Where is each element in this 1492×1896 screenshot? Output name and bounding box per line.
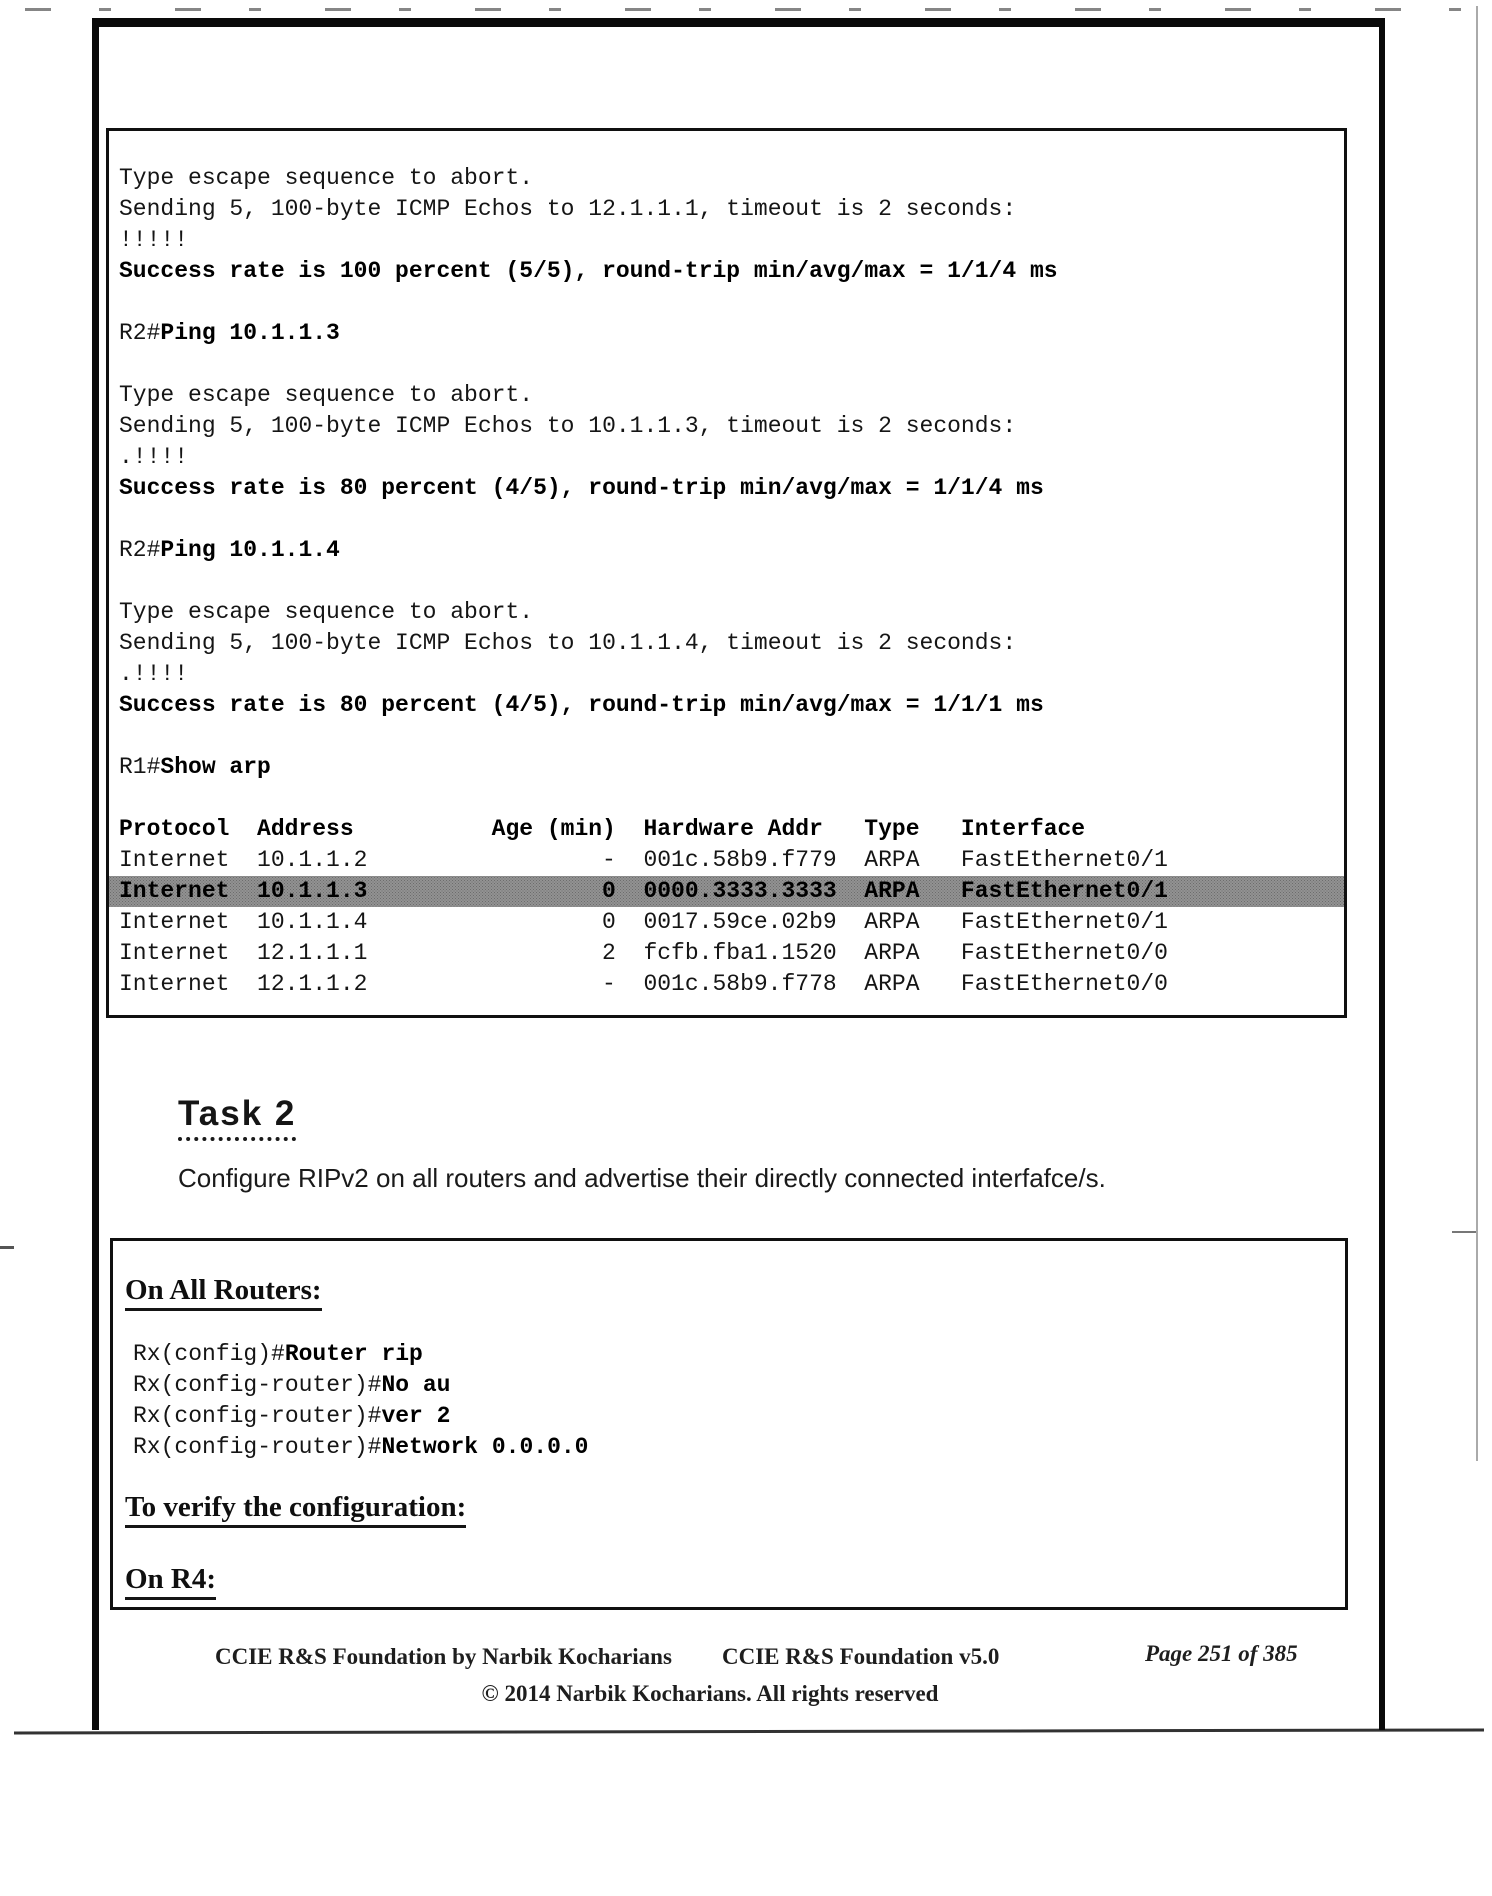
arp-cell-address: 10.1.1.4	[257, 909, 368, 935]
terminal-command-text: Ping 10.1.1.4	[160, 537, 340, 563]
arp-cell-hardware: 0017.59ce.02b9	[643, 909, 837, 935]
arp-cell-protocol: Internet	[119, 909, 230, 935]
arp-table	[109, 814, 1344, 1000]
scan-edge-line-right	[1476, 6, 1478, 1461]
arp-column-header: Address	[257, 816, 354, 842]
task-title: Task 2	[178, 1094, 296, 1141]
arp-cell-type: ARPA	[864, 847, 920, 873]
arp-column-header: Interface	[960, 816, 1086, 842]
terminal-lines	[109, 163, 1344, 814]
arp-row	[109, 845, 1344, 876]
terminal-line	[109, 504, 1344, 535]
cli-command: Network 0.0.0.0	[381, 1434, 589, 1460]
cli-prompt: Rx(config-router)#	[133, 1372, 382, 1398]
config-command-line	[133, 1370, 589, 1401]
terminal-output-text: Sending 5, 100-byte ICMP Echos to 10.1.1.3, timeout is 2 seconds:	[119, 413, 1017, 439]
cli-command: Router rip	[284, 1341, 423, 1367]
verify-configuration-heading: To verify the configuration:	[125, 1491, 466, 1528]
arp-table-header-row	[109, 814, 1344, 845]
arp-column-header: Age (min)	[491, 816, 616, 842]
arp-cell-age: 0	[602, 909, 616, 935]
terminal-output-text: R2#	[119, 537, 161, 563]
terminal-line	[109, 628, 1344, 659]
on-r4-heading: On R4:	[125, 1563, 216, 1600]
arp-cell-interface: FastEthernet0/0	[960, 971, 1168, 997]
task-description: Configure RIPv2 on all routers and advertise their directly connected interfafce/s.	[178, 1163, 1106, 1193]
arp-row	[109, 938, 1344, 969]
arp-cell-type: ARPA	[864, 878, 920, 904]
cli-command: ver 2	[381, 1403, 451, 1429]
terminal-line	[109, 163, 1344, 194]
config-commands	[133, 1339, 589, 1463]
terminal-line	[109, 566, 1344, 597]
arp-column-header: Type	[864, 816, 920, 842]
arp-cell-protocol: Internet	[119, 940, 230, 966]
scan-mark-right	[1452, 1231, 1476, 1233]
terminal-output-text: Sending 5, 100-byte ICMP Echos to 12.1.1.1, timeout is 2 seconds:	[119, 196, 1017, 222]
arp-cell-age: -	[602, 847, 616, 873]
arp-cell-interface: FastEthernet0/1	[960, 909, 1168, 935]
arp-column-header: Hardware Addr	[643, 816, 823, 842]
arp-cell-address: 10.1.1.3	[257, 878, 368, 904]
terminal-line	[109, 380, 1344, 411]
cli-prompt: Rx(config-router)#	[133, 1403, 382, 1429]
arp-cell-type: ARPA	[864, 971, 920, 997]
footer-copyright: © 2014 Narbik Kocharians. All rights reserved	[481, 1681, 939, 1706]
arp-cell-type: ARPA	[864, 909, 920, 935]
cli-prompt: Rx(config)#	[133, 1341, 285, 1367]
terminal-line	[109, 783, 1344, 814]
scan-noise-top	[25, 8, 1465, 11]
terminal-command-text: Success rate is 80 percent (4/5), round-trip min/avg/max = 1/1/1 ms	[119, 692, 1044, 718]
arp-cell-address: 10.1.1.2	[257, 847, 368, 873]
terminal-output-text: Sending 5, 100-byte ICMP Echos to 10.1.1.4, timeout is 2 seconds:	[119, 630, 1017, 656]
arp-cell-interface: FastEthernet0/1	[960, 847, 1168, 873]
terminal-line	[109, 442, 1344, 473]
arp-cell-interface: FastEthernet0/1	[960, 878, 1168, 904]
terminal-line	[109, 659, 1344, 690]
arp-cell-hardware: 001c.58b9.f778	[643, 971, 837, 997]
terminal-line	[109, 690, 1344, 721]
config-command-line	[133, 1432, 589, 1463]
terminal-command-text: Show arp	[160, 754, 271, 780]
terminal-command-text: Ping 10.1.1.3	[160, 320, 340, 346]
terminal-line	[109, 721, 1344, 752]
terminal-line	[109, 473, 1344, 504]
arp-cell-age: 0	[602, 878, 616, 904]
arp-cell-hardware: 001c.58b9.f779	[643, 847, 837, 873]
terminal-line	[109, 225, 1344, 256]
arp-cell-address: 12.1.1.1	[257, 940, 368, 966]
config-command-line	[133, 1339, 589, 1370]
arp-cell-interface: FastEthernet0/0	[960, 940, 1168, 966]
arp-cell-age: 2	[602, 940, 616, 966]
config-command-line	[133, 1401, 589, 1432]
terminal-output-text: Type escape sequence to abort.	[119, 165, 534, 191]
arp-cell-protocol: Internet	[119, 878, 230, 904]
arp-cell-hardware: fcfb.fba1.1520	[643, 940, 837, 966]
scan-mark-left	[0, 1246, 14, 1249]
arp-cell-address: 12.1.1.2	[257, 971, 368, 997]
terminal-output-text: Type escape sequence to abort.	[119, 382, 534, 408]
terminal-line	[109, 318, 1344, 349]
terminal-line	[109, 535, 1344, 566]
arp-table-rows	[109, 845, 1344, 1000]
arp-cell-protocol: Internet	[119, 971, 230, 997]
terminal-line	[109, 194, 1344, 225]
terminal-output-text: .!!!!	[119, 661, 189, 687]
arp-row	[109, 907, 1344, 938]
terminal-line	[109, 597, 1344, 628]
terminal-command-text: Success rate is 100 percent (5/5), round-trip min/avg/max = 1/1/4 ms	[119, 258, 1058, 284]
arp-cell-hardware: 0000.3333.3333	[643, 878, 837, 904]
terminal-output-text: R2#	[119, 320, 161, 346]
arp-cell-age: -	[602, 971, 616, 997]
terminal-line	[109, 287, 1344, 318]
on-all-routers-heading: On All Routers:	[125, 1274, 322, 1311]
arp-row-highlighted	[109, 876, 1344, 907]
terminal-command-text: Success rate is 80 percent (4/5), round-trip min/avg/max = 1/1/4 ms	[119, 475, 1044, 501]
arp-row	[109, 969, 1344, 1000]
footer-book-title: CCIE R&S Foundation by Narbik Kocharians	[215, 1644, 672, 1669]
terminal-output-text: R1#	[119, 754, 161, 780]
footer-version: CCIE R&S Foundation v5.0	[722, 1644, 1000, 1669]
arp-cell-type: ARPA	[864, 940, 920, 966]
terminal-line	[109, 411, 1344, 442]
terminal-output-text: .!!!!	[119, 444, 189, 470]
terminal-output-text: Type escape sequence to abort.	[119, 599, 534, 625]
cli-command: No au	[381, 1372, 451, 1398]
arp-cell-protocol: Internet	[119, 847, 230, 873]
terminal-line	[109, 349, 1344, 380]
terminal-line	[109, 752, 1344, 783]
terminal-content	[109, 131, 1344, 1000]
terminal-line	[109, 256, 1344, 287]
cli-prompt: Rx(config-router)#	[133, 1434, 382, 1460]
terminal-output-text: !!!!!	[119, 227, 189, 253]
config-box	[110, 1238, 1348, 1610]
footer-page-number: Page 251 of 385	[1145, 1641, 1298, 1666]
arp-column-header: Protocol	[119, 816, 230, 842]
terminal-output-box	[106, 128, 1347, 1018]
